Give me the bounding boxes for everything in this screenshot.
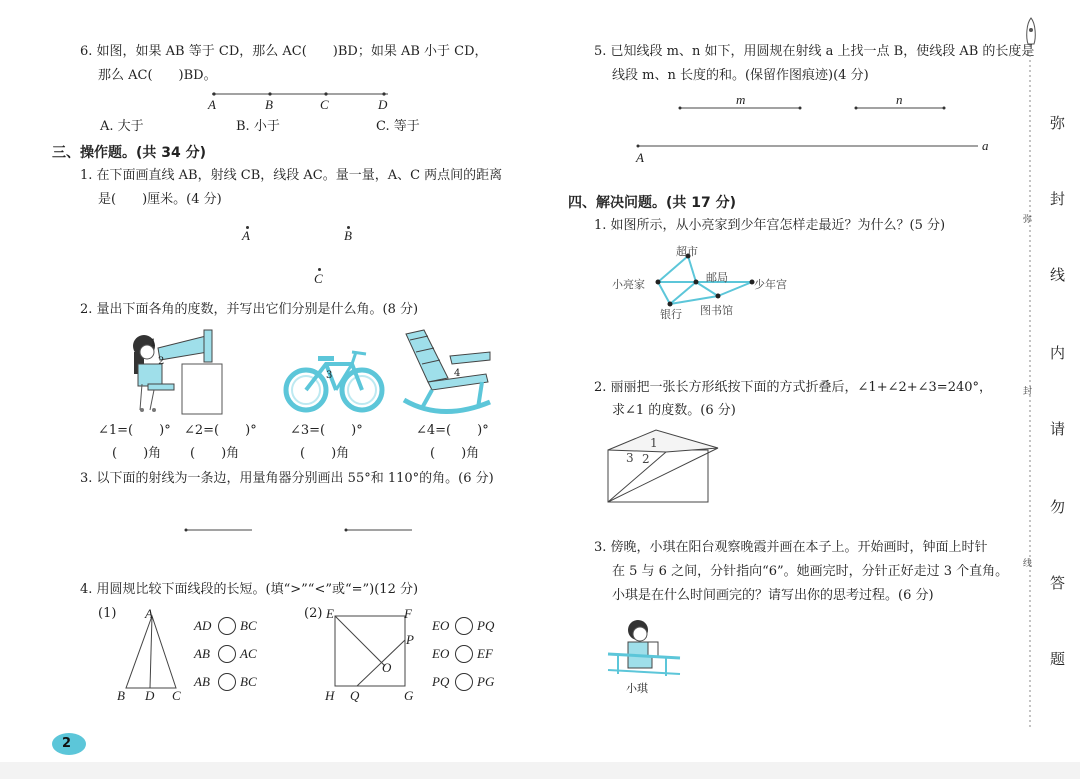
op4-fig2-f: F [404, 606, 412, 621]
op2-angle-2[interactable]: ∠2=( )° [184, 423, 257, 438]
bicycle-illustration [282, 348, 386, 414]
svg-text:2: 2 [158, 356, 165, 367]
op2-kind-2[interactable]: ( )角 [190, 446, 240, 461]
op2-line: 2. 量出下面各角的度数，并写出它们分别是什么角。(8 分) [80, 302, 419, 317]
s3-caption: 小琪 [626, 682, 648, 695]
s2-line2: 求∠1 的度数。(6 分) [612, 403, 736, 418]
op4-fig2-q: Q [350, 688, 360, 703]
section3-heading: 三、操作题。(共 34 分) [52, 145, 207, 161]
margin-small-1: 弥 [1023, 215, 1033, 225]
compare5-left: EO [432, 646, 450, 661]
margin-char-7: 答 [1050, 574, 1066, 592]
node-youth-palace: 少年宫 [754, 278, 787, 291]
compare6-right: PG [477, 674, 495, 689]
op4-fig2-p: P [406, 632, 414, 647]
op4-fig1-label: (1) [98, 606, 117, 621]
svg-text:1: 1 [150, 338, 157, 349]
telescope-girl-illustration [120, 326, 230, 416]
compare4-right: PQ [477, 618, 495, 633]
q6-option-c[interactable]: C. 等于 [376, 119, 420, 134]
compare2-circle[interactable] [218, 645, 236, 663]
op3-line: 3. 以下面的射线为一条边，用量角器分别画出 55°和 110°的角。(6 分) [80, 471, 494, 486]
op4-fig1-b: B [117, 688, 125, 703]
folded-paper [606, 428, 726, 504]
op2-angle-3[interactable]: ∠3=( )° [290, 423, 363, 438]
compare6-circle[interactable] [455, 673, 473, 691]
compare1-circle[interactable] [218, 617, 236, 635]
label-m: m [736, 92, 746, 107]
s3-line3: 小琪是在什么时间画完的？请写出你的思考过程。(6 分) [612, 588, 934, 603]
op2-kind-1[interactable]: ( )角 [112, 446, 162, 461]
label-n: n [896, 92, 903, 107]
op1-point-b: B [344, 228, 352, 243]
s2-mark-1: 1 [650, 436, 658, 450]
op2-kind-3[interactable]: ( )角 [300, 446, 350, 461]
girl-on-balcony-illustration [608, 618, 680, 680]
svg-text:3: 3 [326, 370, 333, 381]
op1-point-a: A [242, 228, 250, 243]
s1-line: 1. 如图所示，从小亮家到少年宫怎样走最近？为什么？(5 分) [594, 218, 946, 233]
compare1-right: BC [240, 618, 257, 633]
bottom-shadow-strip [0, 762, 1080, 779]
compare4-circle[interactable] [455, 617, 473, 635]
q6-point-b: B [265, 97, 273, 112]
margin-small-3: 线 [1023, 559, 1033, 569]
compare2-left: AB [194, 646, 210, 661]
op4-fig1-d: D [145, 688, 155, 703]
node-supermarket: 超市 [676, 245, 698, 258]
s2-mark-3: 3 [626, 451, 634, 465]
margin-char-6: 勿 [1050, 498, 1066, 516]
q6-segment [210, 88, 390, 118]
q6-point-d: D [378, 97, 388, 112]
op2-angle-4[interactable]: ∠4=( )° [416, 423, 489, 438]
op4-fig2-g: G [404, 688, 414, 703]
margin-char-8: 题 [1050, 650, 1066, 668]
compare2-right: AC [240, 646, 257, 661]
compare3-circle[interactable] [218, 673, 236, 691]
compare4-left: EO [432, 618, 450, 633]
s2-line1: 2. 丽丽把一张长方形纸按下面的方式折叠后，∠1+∠2+∠3=240°， [594, 380, 993, 395]
q5-line1: 5. 已知线段 m、n 如下，用圆规在射线 a 上找一点 B，使线段 AB 的长度是 [594, 44, 1035, 59]
op4-fig2-e: E [326, 606, 334, 621]
ray-a [636, 143, 980, 149]
op4-fig2-h: H [325, 688, 335, 703]
op4-fig1-c: C [172, 688, 181, 703]
op4-fig2-label: (2) [304, 606, 323, 621]
op3-ray-1 [184, 527, 254, 533]
q6-option-a[interactable]: A. 大于 [100, 119, 144, 134]
s3-line2: 在 5 与 6 之间，分针指向“6”。她画完时，分针正好走过 3 个直角。 [612, 564, 1009, 579]
compare3-right: BC [240, 674, 257, 689]
op4-triangle [120, 614, 184, 694]
op4-line: 4. 用圆规比较下面线段的长短。(填“>”“<”或“=”)(12 分) [80, 582, 419, 597]
q6-option-b[interactable]: B. 小于 [236, 119, 280, 134]
op1-point-c: C [314, 271, 323, 286]
margin-char-1: 弥 [1050, 114, 1066, 132]
op3-ray-2 [344, 527, 414, 533]
q6-line1: 6. 如图，如果 AB 等于 CD，那么 AC( )BD；如果 AB 小于 CD， [80, 44, 488, 59]
label-ray-a: a [982, 138, 989, 153]
compare6-left: PQ [432, 674, 450, 689]
op2-angle-1[interactable]: ∠1=( )° [98, 423, 171, 438]
page-number: 2 [62, 736, 72, 751]
margin-char-5: 请 [1050, 420, 1066, 438]
compare5-circle[interactable] [455, 645, 473, 663]
q6-point-c: C [320, 97, 329, 112]
compare5-right: EF [477, 646, 493, 661]
margin-char-4: 内 [1050, 344, 1066, 362]
compare1-left: AD [194, 618, 212, 633]
s3-line1: 3. 傍晚，小琪在阳台观察晚霞并画在本子上。开始画时，钟面上时针 [594, 540, 988, 555]
q6-point-a: A [208, 97, 216, 112]
op4-fig1-a: A [145, 606, 153, 621]
op4-square [333, 614, 407, 688]
op4-fig2-o: O [382, 660, 392, 675]
q6-line2: 那么 AC( )BD。 [98, 68, 217, 83]
rocking-chair-illustration [402, 330, 494, 416]
margin-char-2: 封 [1050, 190, 1066, 208]
svg-text:4: 4 [454, 368, 461, 379]
node-post-office: 邮局 [706, 271, 728, 284]
node-home: 小亮家 [612, 278, 645, 291]
margin-char-3: 线 [1050, 266, 1066, 284]
label-a-point: A [636, 150, 644, 165]
s2-mark-2: 2 [642, 452, 650, 466]
rocket-icon [1024, 16, 1038, 52]
node-library: 图书馆 [700, 304, 733, 317]
op2-kind-4[interactable]: ( )角 [430, 446, 480, 461]
compare3-left: AB [194, 674, 210, 689]
op1-line2: 是( )厘米。(4 分) [98, 192, 222, 207]
op1-line1: 1. 在下面画直线 AB，射线 CB，线段 AC。量一量，A、C 两点间的距离 [80, 168, 503, 183]
node-bank: 银行 [660, 308, 682, 321]
margin-small-2: 封 [1023, 387, 1033, 397]
section4-heading: 四、解决问题。(共 17 分) [568, 195, 737, 211]
q5-line2: 线段 m、n 长度的和。(保留作图痕迹)(4 分) [612, 68, 869, 83]
